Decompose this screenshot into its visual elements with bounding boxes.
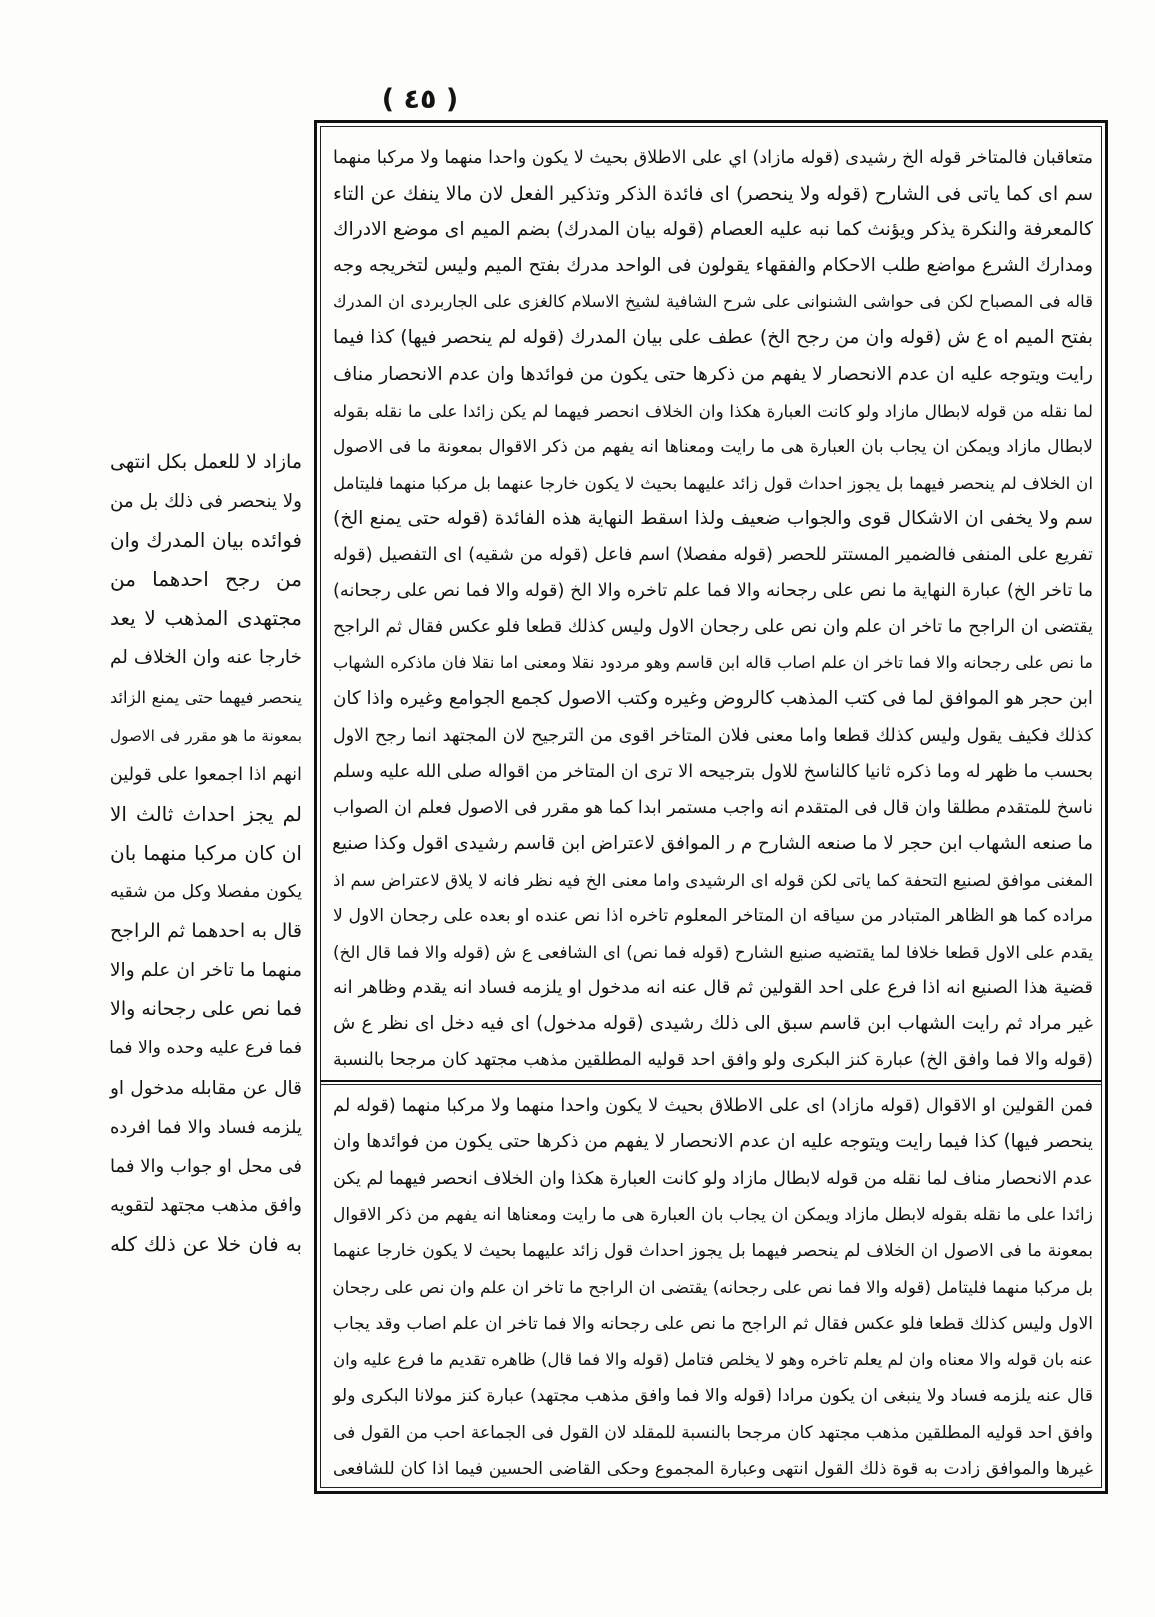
- text-line: المغنى موافق لصنيع التحفة كما ياتى لكن قوله اى الرشيدى واما معنى الخ فيه نظر فانه لا يلاق لاعتراض سم اذ: [333, 869, 1093, 890]
- margin-note-line: قال عن مقابله مدخول او: [110, 1077, 302, 1099]
- margin-note-line: انهم اذا اجمعوا على قولين: [109, 764, 302, 785]
- margin-note-line: بمعونة ما هو مقرر فى الاصول: [110, 726, 302, 745]
- text-line: قاله فى المصباح لكن فى حواشى الشنوانى على شرح الشافية لشيخ الاسلام كالغزى على الجاربردى ان المدرك: [333, 292, 1093, 312]
- margin-note-line: من رجح احدهما من: [110, 567, 302, 592]
- text-line: سم اى كما ياتى فى الشارح (قوله ولا ينحصر) اى فائدة الذكر وتذكير الفعل لان مالا ينفك عن التاء: [333, 183, 1093, 206]
- text-line: زائدا على ما نقله بقوله لابطل مازاد ويمكن ان يجاب بان العبارة هى ما رايت ومعناها انه يفهم من ذكر الاقوال: [333, 1204, 1093, 1225]
- margin-note-line: فى محل او جواب والا فما: [110, 1155, 302, 1177]
- text-line: ناسخ للمتقدم مطلقا وان قال فى المتقدم انه واجب مستمر ابدا كما هو مقرر فى الاصول فعلم ان الصواب: [332, 797, 1093, 818]
- text-line: وافق احد قوليه المطلقين مذهب مجتهد كان مرجحا بالنسبة للمقلد لان القول فى الجماعة احب من القول فى: [333, 1422, 1093, 1443]
- margin-note-line: قال به احدهما ثم الراجح: [110, 920, 302, 943]
- text-line: لما نقله من قوله لابطال مازاد ولو كانت العبارة هكذا وان الخلاف انحصر فيهما لم يكن زائدا على ما نقله بقوله: [333, 400, 1093, 421]
- text-line: رايت ويتوجه عليه ان عدم الانحصار لا يفهم من ذكرها حتى يكون من فوائدها وان عدم الانحصار مناف: [333, 363, 1093, 385]
- margin-note-line: فما فرع عليه وحده والا فما: [109, 1038, 302, 1059]
- text-line: متعاقبان فالمتاخر قوله الخ رشيدى (قوله مازاد) اي على الاطلاق بحيث لا يكون واحدا منهما ولا مركبا منهما: [333, 148, 1093, 168]
- text-line: ينحصر فيها) كذا فيما رايت ويتوجه عليه ان عدم الانحصار لا يفهم من ذكرها حتى يكون من فوائدها وان: [333, 1131, 1093, 1153]
- text-line: ما نص على رجحانه والا فما تاخر ان علم اصاب قاله ابن قاسم وهو مردود نقلا ومعنى اما نقلا فان ماذكره الشهاب: [333, 653, 1093, 673]
- margin-note-line: خارجا عنه وان الخلاف لم: [110, 647, 302, 669]
- text-line: فمن القولين او الاقوال (قوله مازاد) اى على الاطلاق بحيث لا يكون واحدا منهما ولا مركبا منهما (قوله لم: [333, 1096, 1093, 1116]
- text-line: ومدارك الشرع مواضع طلب الاحكام والفقهاء يقولون فى الواحد مدرك بفتح الميم وليس لتخريجه وجه: [333, 255, 1093, 277]
- text-line: يقتضى ان الراجح ما تاخر ان علم وان نص على رجحان الاول وليس كذلك قطعا فلو عكس فقال ثم الراجح: [333, 617, 1093, 638]
- text-line: ان الخلاف لم ينحصر فيهما بل يجوز احداث قول زائد عليهما بحيث لا يكون خارجا عنهما بل مركبا منهما فليتامل: [333, 472, 1093, 493]
- margin-note-line: فوائده بيان المدرك وان: [110, 529, 302, 553]
- text-line: ما تاخر الخ) عبارة النهاية ما نص على رجحانه والا فما علم تاخره والا الخ (قوله والا فما نص على رجحانه): [333, 581, 1093, 602]
- text-line: قضية هذا الصنيع انه اذا فرع على احد القولين ثم قال عنه انه مدخول او يلزمه فساد انه يقدم وظاهر انه: [333, 977, 1093, 999]
- text-line: ما صنعه الشهاب ابن حجر لا ما صنعه الشارح م ر الموافق لاعتراض ابن قاسم رشيدى اقول وكذا صنيع: [332, 832, 1093, 854]
- margin-note-line: منهما ما تاخر ان علم والا: [110, 960, 302, 982]
- section-divider: [320, 1080, 1102, 1085]
- text-line: بفتح الميم اه ع ش (قوله وان من رجح الخ) عطف على بيان المدرك (قوله لم ينحصر فيها) كذا فيما: [333, 327, 1093, 349]
- text-line: ابن حجر هو الموافق لما فى كتب المذهب كالروض وغيره وكتب الاصول كجمع الجوامع وغيره واذا كان: [333, 688, 1093, 710]
- text-line: كذلك فكيف يقول وليس كذلك قطعا واما معنى فلان المتاخر اقوى من الترجيح لان المجتهد انما رجح الاول: [333, 725, 1093, 746]
- text-line: عنه بان قوله والا معناه وان لم يعلم تاخره وهو لا يخلص فتامل (قوله والا فما قال) ظاهره تقديم ما فرع عليه وان: [333, 1350, 1093, 1370]
- text-line: غير مراد ثم رايت الشهاب ابن قاسم سبق الى ذلك رشيدى (قوله مدخول) اى فيه دخل اى نظر ع ش: [333, 1013, 1093, 1035]
- text-line: تفريع على المنفى فالضمير المستتر للحصر (قوله مفصلا) اسم فاعل (قوله من شقيه) اى التفصيل (قوله: [333, 545, 1093, 566]
- margin-note-line: يكون مفصلا وكل من شقيه: [110, 882, 302, 903]
- margin-note-line: مجتهدى المذهب لا يعد: [110, 606, 302, 631]
- margin-note-line: لم يجز احداث ثالث الا: [110, 801, 302, 826]
- margin-note-line: ان كان مركبا منهما بان: [110, 840, 302, 865]
- upper-text-block: [331, 140, 1093, 1078]
- margin-note: [108, 443, 302, 1264]
- text-line: بل مركبا منهما فليتامل (قوله والا فما نص على رجحانه) يقتضى ان الراجح ما تاخر ان علم وان نص على رجحان: [332, 1277, 1093, 1298]
- text-line: لابطال مازاد ويمكن ان يجاب بان العبارة هى ما رايت ومعناها انه يفهم من ذكر الاقوال بمعونة ما فى الاصول: [333, 436, 1093, 457]
- margin-note-line: مازاد لا للعمل بكل انتهى: [110, 451, 302, 473]
- lower-text-block: [331, 1088, 1093, 1487]
- text-line: يقدم على الاول قطعا خلافا لما يقتضيه صنيع الشارح (قوله فما نص) اى الشافعى ع ش (قوله والا فما قال الخ): [333, 942, 1093, 963]
- margin-note-line: فما نص على رجحانه والا: [110, 998, 302, 1021]
- text-line: الاول وليس كذلك قطعا فلو عكس فقال ثم الراجح ما نص على رجحانه والا فما تاخر ان علم اصاب وقد يجاب: [333, 1313, 1093, 1334]
- text-line: عدم الانحصار مناف لما نقله من قوله لابطال مازاد ولو كانت العبارة هكذا وان الخلاف انحصر فيهما لم يكن: [333, 1168, 1093, 1189]
- text-line: بمعونة ما فى الاصول ان الخلاف لم ينحصر فيهما بل يجوز احداث قول زائد عليهما بحيث لا يكون خارجا عنهما: [333, 1241, 1093, 1262]
- margin-note-line: ينحصر فيهما حتى يمنع الزائد: [110, 687, 302, 707]
- text-line: كالمعرفة والنكرة يذكر ويؤنث كما نبه عليه العصام (قوله بيان المدرك) بضم الميم اى موضع الادراك: [333, 219, 1093, 241]
- page-number: ( ٤٥ ): [381, 84, 459, 115]
- text-line: (قوله والا فما وافق الخ) عبارة كنز البكرى ولو وافق احد قوليه المطلقين مذهب مجتهد كان مرجحا بالنسبة: [333, 1050, 1093, 1071]
- margin-note-line: ولا ينحصر فى ذلك بل من: [109, 491, 302, 513]
- text-line: مراده كما هو الظاهر المتبادر من سياقه ان المتاخر المعلوم تاخره اذا نص عنده او بعده على رجحان الاول لا: [333, 905, 1093, 926]
- text-line: غيرها والموافق زادت به قوة ذلك القول انتهى وعبارة المجموع وحكى القاضى الحسين فيما اذا كان للشافعى: [333, 1458, 1093, 1479]
- margin-note-line: يلزمه فساد والا فما افرده: [110, 1116, 302, 1138]
- margin-note-line: وافق مذهب مجتهد لتقويه: [110, 1194, 302, 1216]
- text-line: بحسب ما ظهر له وما ذكره ثانيا كالناسخ للاول بترجيحه الا ترى ان المتاخر من اقواله صلى الله عليه وسلم: [333, 761, 1093, 782]
- text-line: سم ولا يخفى ان الاشكال قوى والجواب ضعيف ولذا اسقط النهاية هذه الفائدة (قوله حتى يمنع الخ): [333, 507, 1093, 529]
- text-line: قال عنه يلزمه فساد ولا ينبغى ان يكون مرادا (قوله والا فما وافق مذهب مجتهد) عبارة كنز مولانا البكرى ولو: [333, 1386, 1093, 1407]
- margin-note-line: به فان خلا عن ذلك كله: [110, 1231, 302, 1256]
